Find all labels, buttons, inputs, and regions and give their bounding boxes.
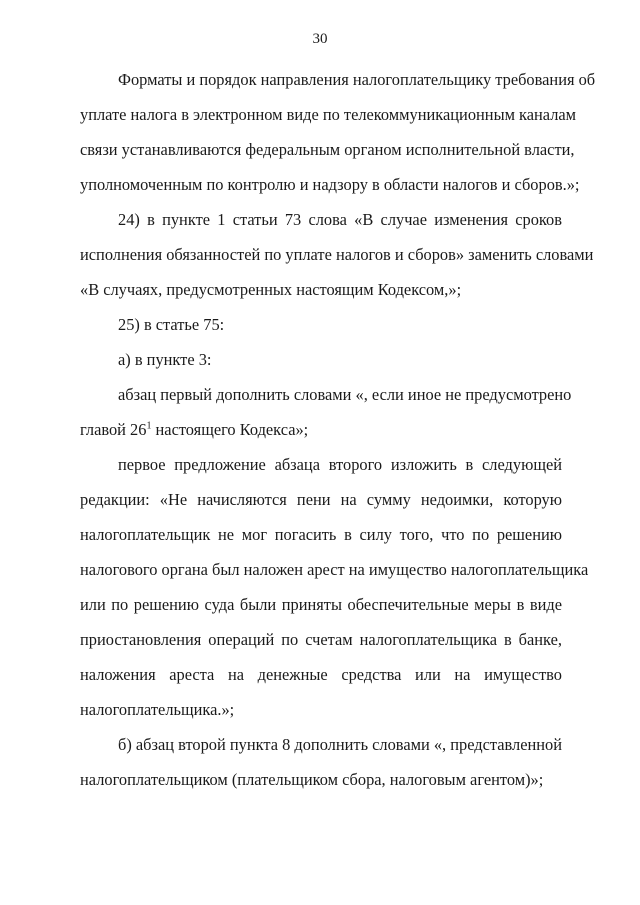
text-line: или по решению суда были приняты обеспечительные меры в виде xyxy=(80,595,562,614)
text-line: уполномоченным по контролю и надзору в области налогов и сборов.»; xyxy=(80,175,580,194)
page-number: 30 xyxy=(312,31,328,47)
text-line: налогового органа был наложен арест на имущество налогоплательщика xyxy=(80,560,589,579)
text-fragment: главой 26 xyxy=(80,420,147,439)
text-line: налогоплательщик не мог погасить в силу того, что по решению xyxy=(80,525,562,544)
text-line: а) в пункте 3: xyxy=(118,350,212,369)
text-line: б) абзац второй пункта 8 дополнить словами «, представленной xyxy=(118,735,562,754)
text-line: приостановления операций по счетам налогоплательщика в банке, xyxy=(80,630,562,649)
text-line: 24) в пункте 1 статьи 73 слова «В случае изменения сроков xyxy=(118,210,562,229)
text-line: первое предложение абзаца второго изложить в следующей xyxy=(118,455,562,474)
text-line: «В случаях, предусмотренных настоящим Кодексом,»; xyxy=(80,280,462,299)
text-line: 25) в статье 75: xyxy=(118,315,225,334)
text-line: налогоплательщика.»; xyxy=(80,700,235,719)
text-line xyxy=(80,420,562,440)
text-line: связи устанавливаются федеральным органом исполнительной власти, xyxy=(80,140,575,159)
text-fragment: настоящего Кодекса»; xyxy=(151,420,309,439)
superscript: 1 xyxy=(146,420,152,432)
text-line: уплате налога в электронном виде по телекоммуникационным каналам xyxy=(80,105,577,124)
text-line: исполнения обязанностей по уплате налогов и сборов» заменить словами xyxy=(80,245,594,264)
text-line: Форматы и порядок направления налогоплательщику требования об xyxy=(118,70,596,89)
text-line: налогоплательщиком (плательщиком сбора, налоговым агентом)»; xyxy=(80,770,544,789)
text-line: наложения ареста на денежные средства или на имущество xyxy=(80,665,562,684)
text-line: абзац первый дополнить словами «, если иное не предусмотрено xyxy=(118,385,572,404)
text-line: редакции: «Не начисляются пени на сумму недоимки, которую xyxy=(80,490,562,509)
